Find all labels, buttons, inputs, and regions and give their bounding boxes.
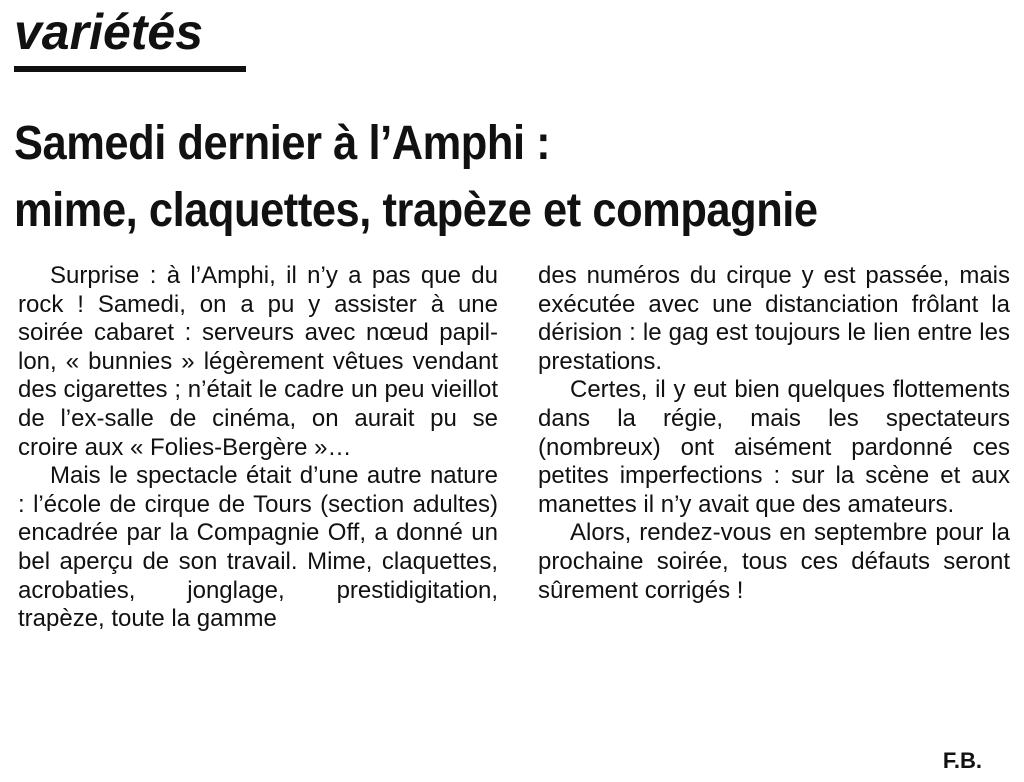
article-paragraph: Alors, rendez-vous en septembre pour la prochaine soirée, tous ces défauts seront sûrement corrigés ! bbox=[538, 519, 1010, 604]
article-paragraph: Mais le spectacle était d’une autre nature : l’école de cirque de Tours (section adultes) encadrée par la Compagnie Off, a donné un bel aperçu de son travail. Mime, claquettes, acrobaties, jonglage, prestidigitation, trapèze, toute la gamme bbox=[18, 462, 498, 633]
section-title: variétés bbox=[14, 4, 204, 60]
article-column-left bbox=[18, 262, 498, 634]
headline-line-2: mime, claquettes, trapèze et compagnie bbox=[14, 184, 818, 237]
author-signature: F.B. bbox=[942, 748, 982, 773]
article-paragraph: Certes, il y eut bien quelques flottements dans la régie, mais les spectateurs (nombreux) ont aisément pardonné ces petites imperfections : sur la scène et aux manettes il n’y avait que des amateurs. bbox=[538, 376, 1010, 518]
article-column-right bbox=[538, 262, 1010, 605]
headline-line-1: Samedi dernier à l’Amphi : bbox=[14, 117, 551, 170]
article-paragraph: Surprise : à l’Amphi, il n’y a pas que du rock ! Samedi, on a pu y assister à une soirée cabaret : serveurs avec nœud papillon, « bunnies » légèrement vêtues vendant des cigarettes ; n’était le cadre un peu vieillot de l’ex-salle de cinéma, on aurait pu se croire aux « Folies-Bergère »… bbox=[18, 262, 498, 461]
article-headline bbox=[14, 110, 919, 244]
article-paragraph-continued: des numéros du cirque y est passée, mais exécutée avec une distanciation frôlant la dérision : le gag est toujours le lien entre les prestations. bbox=[538, 262, 1010, 375]
section-rubric bbox=[14, 2, 246, 72]
section-underline bbox=[14, 66, 246, 72]
